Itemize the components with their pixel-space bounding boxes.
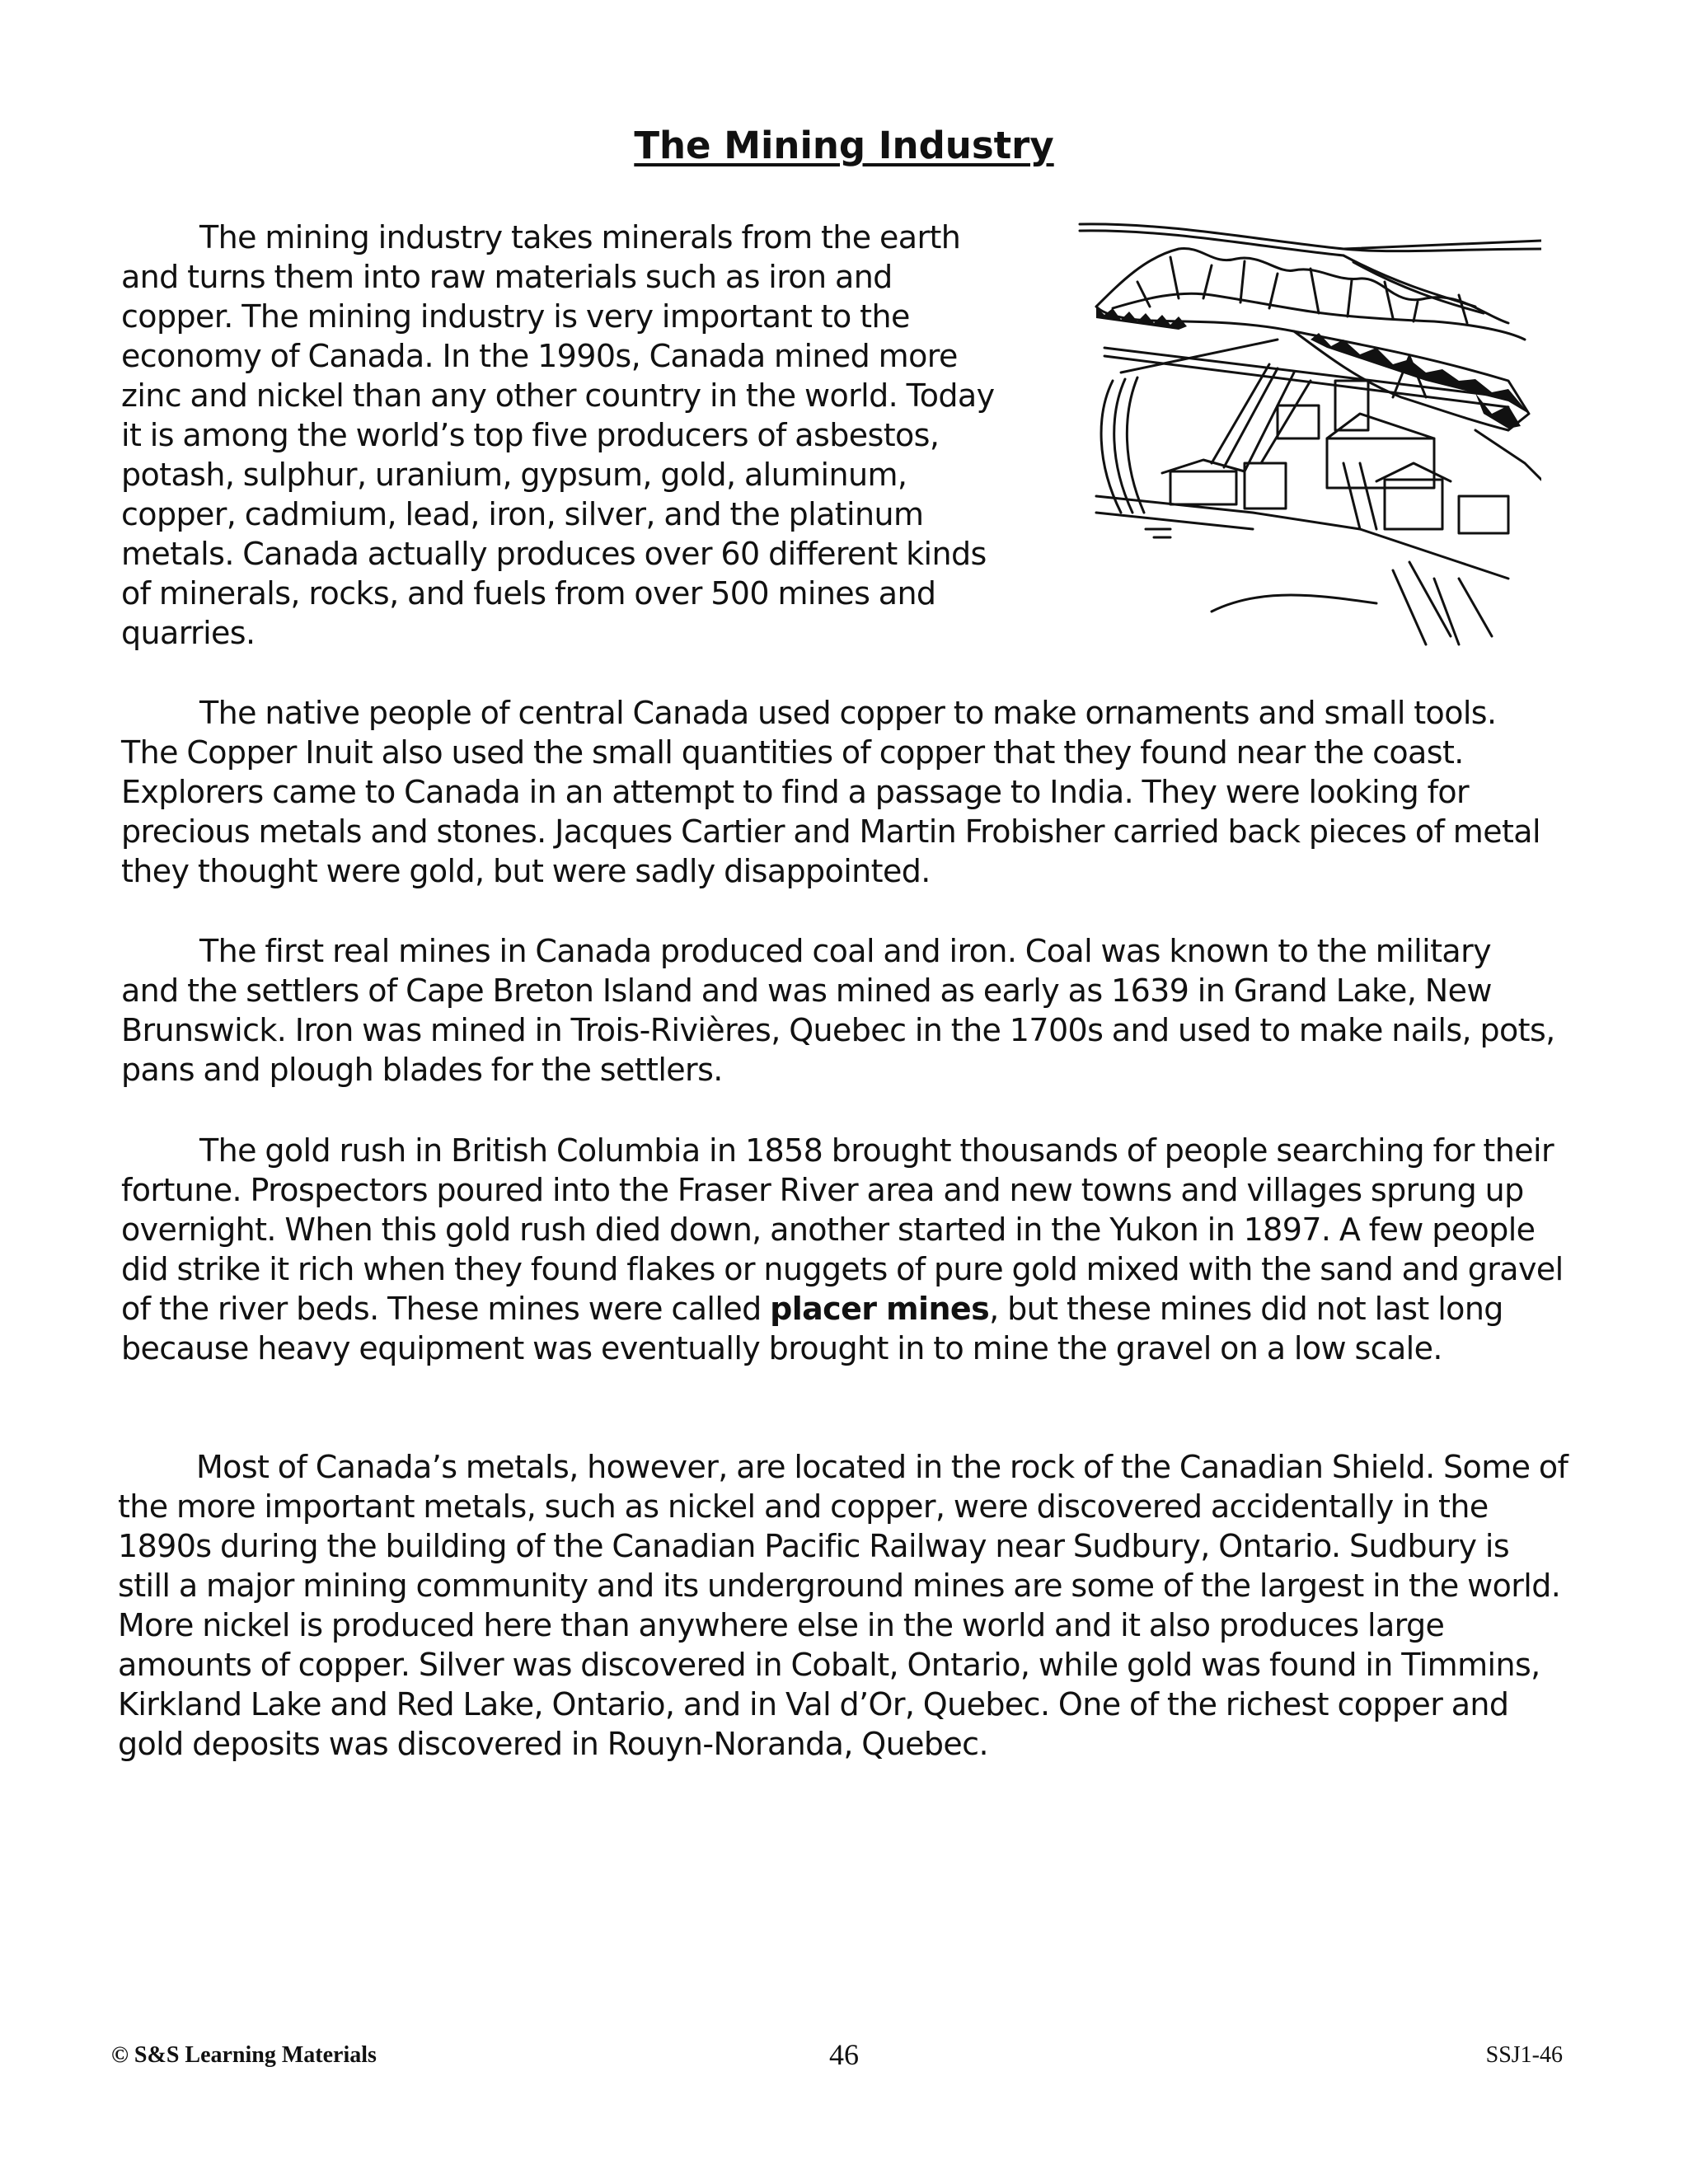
paragraph-first-mines: The first real mines in Canada produced coal and iron. Coal was known to the military and the settlers of Cape Breton Island and was mined as early as 1639 in Grand Lake, New Brunswick. Iron was mined in Trois-Rivières, Quebec in the 1700s and used to make nails, pots, pans and plough blades for the settlers. — [121, 933, 1555, 1088]
mining-site-illustration — [1047, 216, 1541, 653]
paragraph-native-people: The native people of central Canada used copper to make ornaments and small tools. The Copper Inuit also used the small quantities of copper that they found near the coast. Explorers came to Canada in an attempt to find a passage to India. They were looking for precious metals and stones. Jacques Cartier and Martin Frobisher carried back pieces of metal they thought were gold, but were sadly disappointed. — [121, 695, 1540, 889]
page-title: The Mining Industry — [634, 124, 1054, 167]
paragraph-gold-rush — [121, 1131, 1572, 1368]
gold-rush-text-end: , but these mines did not last long because heavy equipment was eventually brought in to mine the gravel on a low scale. — [121, 1291, 1503, 1366]
gold-rush-text-start: The gold rush in British Columbia in 1858 brought thousands of people searching for their fortune. Prospectors poured into the Fraser River area and new towns and villages sprung up overnight. When this gold rush died down, another started in the Yukon in 1897. A few people did strike it rich when they found flakes or nuggets of pure gold mixed with the sand and gravel of the river beds. These mines were called — [121, 1132, 1564, 1327]
footer-page-number: 46 — [829, 2038, 859, 2071]
paragraph-intro: The mining industry takes minerals from the earth and turns them into raw materials such as iron and copper. The mining industry is very important to the economy of Canada. In the 1990s, Canada mined more zinc and nickel than any other country in the world. Today it is among the world’s top five producers of asbestos, potash, sulphur, uranium, gypsum, gold, aluminum, copper, cadmium, lead, iron, silver, and the platinum metals. Canada actually produces over 60 different kinds of minerals, rocks, and fuels from over 500 mines and quarries. — [121, 219, 995, 651]
paragraph-canadian-shield: Most of Canada’s metals, however, are located in the rock of the Canadian Shield. Some of the more important metals, such as nickel and copper, were discovered accidentally in the 1890s during the building of the Canadian Pacific Railway near Sudbury, Ontario. Sudbury is still a major mining community and its underground mines are some of the largest in the world. More nickel is produced here than anywhere else in the world and it also produces large amounts of copper. Silver was discovered in Cobalt, Ontario, while gold was found in Timmins, Kirkland Lake and Red Lake, Ontario, and in Val d’Or, Quebec. One of the richest copper and gold deposits was discovered in Rouyn-Noranda, Quebec. — [118, 1449, 1568, 1762]
footer-copyright: © S&S Learning Materials — [111, 2042, 377, 2068]
footer-code: SSJ1-46 — [1485, 2042, 1563, 2068]
placer-mines-term: placer mines — [770, 1291, 990, 1327]
